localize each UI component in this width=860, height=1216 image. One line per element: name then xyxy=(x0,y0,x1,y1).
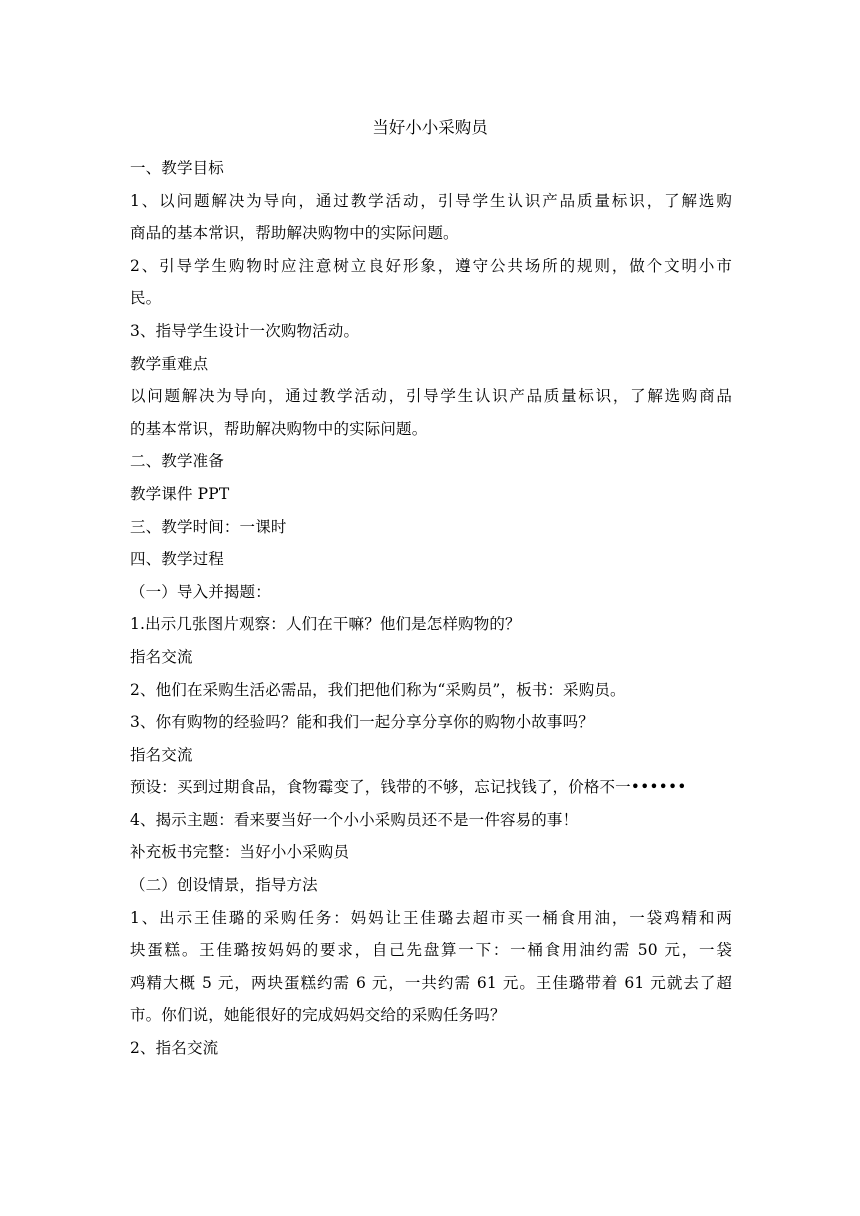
process-step-1: 1.出示几张图片观察：人们在干嘛？他们是怎样购物的？ xyxy=(130,615,521,634)
section-heading-objectives: 一、教学目标 xyxy=(130,159,224,177)
objective-2-line-2: 民。 xyxy=(130,289,162,308)
subsection-heading-scenario: （二）创设情景，指导方法 xyxy=(130,876,318,895)
section-heading-process: 四、教学过程 xyxy=(130,550,224,569)
objective-3: 3、指导学生设计一次购物活动。 xyxy=(130,321,360,340)
process-note-discuss-1: 指名交流 xyxy=(130,647,193,666)
section-heading-key-points: 教学重难点 xyxy=(130,354,209,373)
scenario-step-2: 2、指名交流 xyxy=(130,1039,219,1058)
scenario-line-1: 1、出示王佳璐的采购任务：妈妈让王佳璐去超市买一桶食用油，一袋鸡精和两 xyxy=(130,908,732,927)
section-heading-preparation: 二、教学准备 xyxy=(130,452,224,471)
section-heading-time: 三、教学时间：一课时 xyxy=(130,517,287,536)
document-body xyxy=(130,152,732,1065)
process-preset: 预设：买到过期食品，食物霉变了，钱带的不够，忘记找钱了，价格不一•••••• xyxy=(130,778,687,797)
subsection-heading-intro: （一）导入并揭题： xyxy=(130,582,271,601)
process-note-discuss-2: 指名交流 xyxy=(130,745,193,764)
process-board-note: 补充板书完整：当好小小采购员 xyxy=(130,843,350,862)
document-title: 当好小小采购员 xyxy=(372,118,488,137)
process-step-3: 3、你有购物的经验吗？能和我们一起分享分享你的购物小故事吗？ xyxy=(130,713,594,732)
objective-1-line-1: 1、以问题解决为导向，通过教学活动，引导学生认识产品质量标识，了解选购 xyxy=(130,191,732,210)
process-step-4: 4、揭示主题：看来要当好一个小小采购员还不是一件容易的事！ xyxy=(130,810,579,829)
key-points-line-2: 的基本常识，帮助解决购物中的实际问题。 xyxy=(130,419,428,438)
key-points-line-1: 以问题解决为导向，通过教学活动，引导学生认识产品质量标识，了解选购商品 xyxy=(130,387,732,406)
objective-2-line-1: 2、引导学生购物时应注意树立良好形象，遵守公共场所的规则，做个文明小市 xyxy=(130,256,732,275)
process-step-2: 2、他们在采购生活必需品，我们把他们称为“采购员”，板书：采购员。 xyxy=(130,680,626,699)
scenario-line-3: 鸡精大概 5 元，两块蛋糕约需 6 元，一共约需 61 元。王佳璐带着 61 元就去了超 xyxy=(130,973,732,992)
objective-1-line-2: 商品的基本常识，帮助解决购物中的实际问题。 xyxy=(130,224,459,243)
scenario-line-2: 块蛋糕。王佳璐按妈妈的要求，自己先盘算一下：一桶食用油约需 50 元，一袋 xyxy=(130,941,732,960)
preparation-item: 教学课件 PPT xyxy=(130,484,230,503)
scenario-line-4: 市。你们说，她能很好的完成妈妈交给的采购任务吗？ xyxy=(130,1006,506,1025)
